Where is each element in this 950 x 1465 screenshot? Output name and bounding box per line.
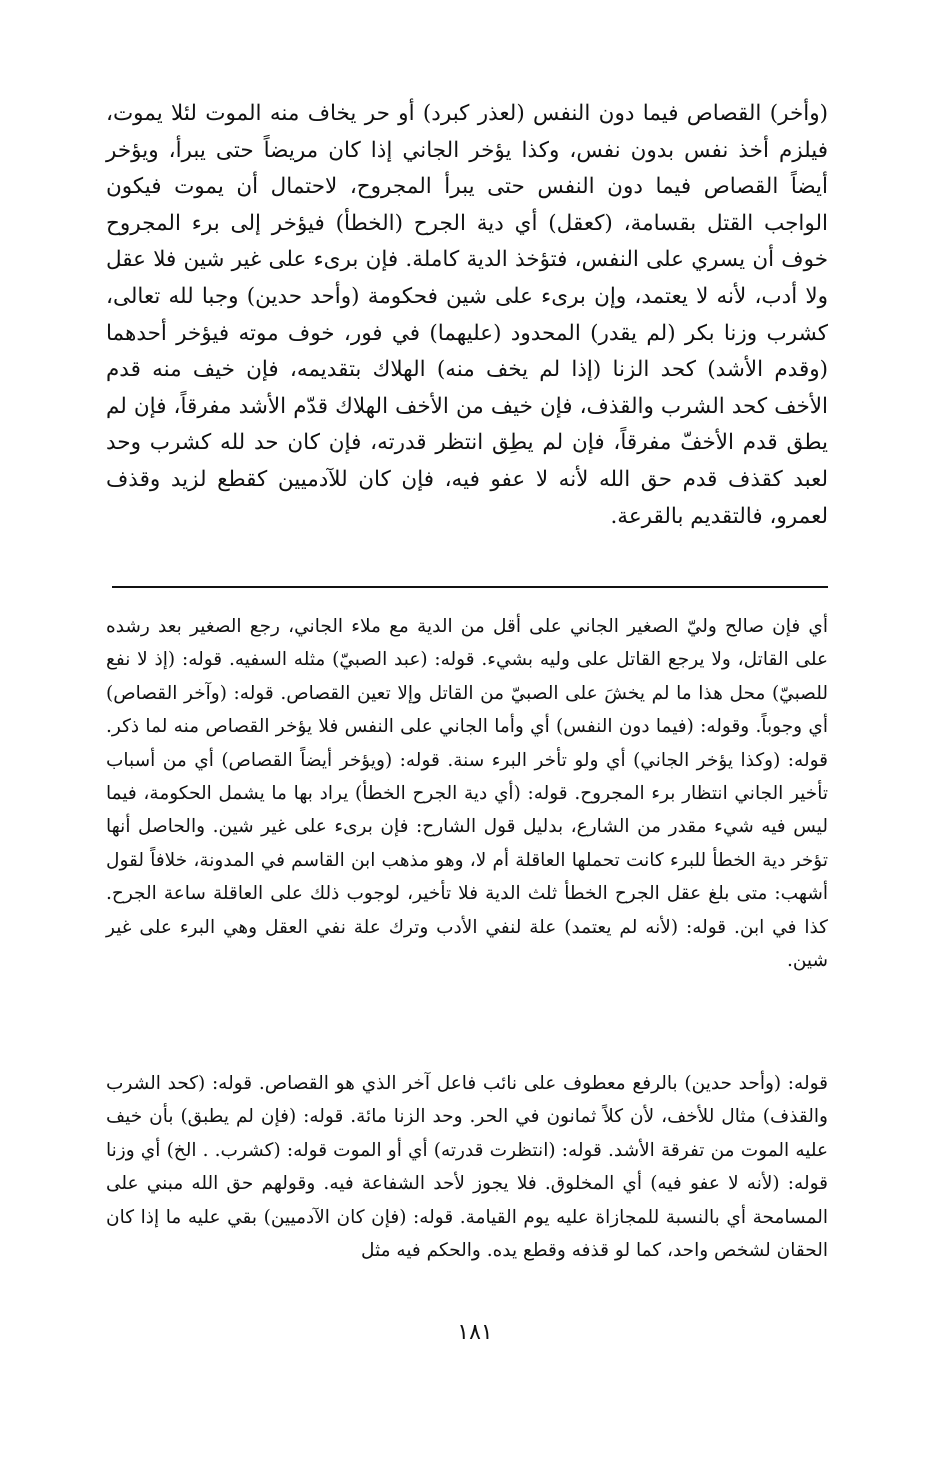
- main-text-block: [106, 96, 828, 535]
- commentary-block-2: [106, 1067, 828, 1267]
- page-number: ١٨١: [457, 1320, 493, 1345]
- commentary-paragraph-2: قوله: (وأحد حدين) بالرفع معطوف على نائب فاعل آخر الذي هو القصاص. قوله: (كحد الشرب والقذف) مثال للأخف، لأن كلاً ثمانون في الحر. وحد الزنا مائة. قوله: (فإن لم يطبق) بأن خيف عليه الموت من تفرقة الأشد. قوله: (انتظرت قدرته) أي أو الموت قوله: (كشرب. . الخ) أي وزنا قوله: (لأنه لا عفو فيه) أي المخلوق. فلا يجوز لأحد الشفاعة فيه. وقولهم حق الله مبني على المسامحة أي بالنسبة للمجازاة عليه يوم القيامة. قوله: (فإن كان الآدميين) بقي عليه ما إذا كان الحقان لشخص واحد، كما لو قذفه وقطع يده. والحكم فيه مثل: [106, 1073, 828, 1262]
- commentary-block-1: [106, 610, 828, 977]
- commentary-paragraph-1: أي فإن صالح وليّ الصغير الجاني على أقل من الدية مع ملاء الجاني، رجع الصغير بعد رشده على القاتل، ولا يرجع القاتل على وليه بشيء. قوله: (عبد الصبيّ) مثله السفيه. قوله: (إذ لا نفع للصبيّ) محل هذا ما لم يخشَ على الصبيّ من القاتل وإلا تعين القصاص. قوله: (وآخر القصاص) أي وجوباً. وقوله: (فيما دون النفس) أي وأما الجاني على النفس فلا يؤخر القصاص منه لما ذكر. قوله: (وكذا يؤخر الجاني) أي ولو تأخر البرء سنة. قوله: (ويؤخر أيضاً القصاص) أي من أسباب تأخير الجاني انتظار برء المجروح. قوله: (أي دية الجرح الخطأ) يراد بها ما يشمل الحكومة، فيما ليس فيه شيء مقدر من الشارع، بدليل قول الشارح: فإن برىء على غير شين. والحاصل أنها تؤخر دية الخطأ للبرء كانت تحملها العاقلة أم لا، وهو مذهب ابن القاسم في المدونة، خلافاً لقول أشهب: متى بلغ عقل الجرح الخطأ ثلث الدية فلا تأخير، لوجوب ذلك على العاقلة ساعة الجرح. كذا في ابن. قوله: (لأنه لم يعتمد) علة لنفي الأدب وترك علة نفي العقل وهي البرء على غير شين.: [106, 616, 828, 972]
- footnote-divider: [112, 586, 828, 588]
- main-paragraph: (وأخر) القصاص فيما دون النفس (لعذر كبرد) أو حر يخاف منه الموت لئلا يموت، فيلزم أخذ نفس بدون نفس، وكذا يؤخر الجاني إذا كان مريضاً حتى يبرأ، ويؤخر أيضاً القصاص فيما دون النفس حتى يبرأ المجروح، لاحتمال أن يموت فيكون الواجب القتل بقسامة، (كعقل) أي دية الجرح (الخطأ) فيؤخر إلى برء المجروح خوف أن يسري على النفس، فتؤخذ الدية كاملة. فإن برىء على غير شين فلا عقل ولا أدب، لأنه لا يعتمد، وإن برىء على شين فحكومة (وأحد حدين) وجبا لله تعالى، كشرب وزنا بكر (لم يقدر) المحدود (عليهما) في فور، خوف موته فيؤخر أحدهما (وقدم الأشد) كحد الزنا (إذا لم يخف منه) الهلاك بتقديمه، فإن خيف منه قدم الأخف كحد الشرب والقذف، فإن خيف من الأخف الهلاك قدّم الأشد مفرقاً، فإن لم يطق قدم الأخفّ مفرقاً، فإن لم يطِق انتظر قدرته، فإن كان حد لله كشرب وحد لعبد كقذف قدم حق الله لأنه لا عفو فيه، فإن كان للآدميين كقطع لزيد وقذف لعمرو، فالتقديم بالقرعة.: [106, 101, 829, 529]
